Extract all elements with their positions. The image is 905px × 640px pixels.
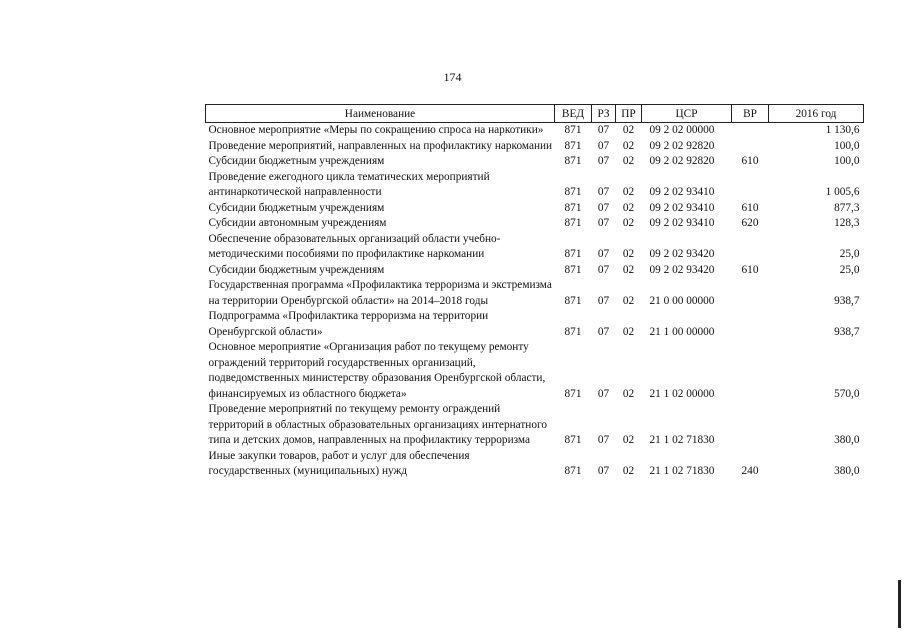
row-amount: 100,0 [834, 155, 860, 167]
row-ved: 871 [564, 155, 582, 167]
table-row [206, 216, 864, 232]
row-csr: 09 2 02 92820 [649, 155, 715, 167]
row-csr: 21 1 00 00000 [649, 325, 715, 338]
row-vr [732, 123, 769, 139]
row-ved: 871 [564, 139, 582, 152]
header-rz: РЗ [592, 105, 616, 123]
table-header-row [206, 105, 864, 123]
header-ved: ВЕД [555, 105, 592, 123]
row-rz: 07 [597, 139, 610, 152]
row-name: Основное мероприятие «Организация работ по текущему ремонту ограждений территорий государственных организаций, подведомственных министерству образования Оренбургской области, финансируемых из областного бюджета» [208, 341, 546, 400]
row-name: Подпрограмма «Профилактика терроризма на территории Оренбургской области» [208, 310, 489, 338]
row-pr: 02 [622, 263, 635, 276]
row-amount: 25,0 [839, 263, 860, 276]
table-row [206, 278, 864, 309]
row-amount: 128,3 [834, 217, 860, 229]
row-ved: 871 [564, 124, 582, 136]
row-amount: 938,7 [834, 294, 860, 307]
table-row [206, 402, 864, 449]
header-amount: 2016 год [769, 105, 864, 123]
row-ved: 871 [564, 263, 582, 276]
row-csr: 09 2 02 00000 [649, 124, 715, 136]
row-name: Субсидии бюджетным учреждениям [208, 201, 385, 214]
row-csr: 21 0 00 00000 [649, 294, 715, 307]
row-vr [732, 278, 769, 309]
row-csr: 09 2 02 93420 [649, 263, 715, 276]
row-name: Субсидии бюджетным учреждениям [208, 263, 385, 276]
row-vr [732, 170, 769, 201]
row-rz: 07 [597, 465, 610, 477]
page-number: 174 [443, 70, 462, 84]
row-ved: 871 [564, 387, 582, 400]
header-name: Наименование [206, 105, 555, 123]
row-pr: 02 [622, 201, 635, 214]
row-vr: 610 [741, 263, 759, 276]
row-ved: 871 [564, 201, 582, 214]
row-rz: 07 [597, 434, 610, 446]
budget-table [205, 104, 864, 480]
table-row [206, 232, 864, 263]
row-pr: 02 [622, 325, 635, 338]
table-row [206, 309, 864, 340]
row-name: Проведение мероприятий, направленных на профилактику наркомании [208, 139, 553, 152]
row-ved: 871 [564, 186, 582, 198]
row-pr: 02 [622, 124, 635, 136]
table-row [206, 340, 864, 402]
table-row [206, 139, 864, 155]
page-edge-mark [898, 580, 901, 628]
row-csr: 09 2 02 93410 [649, 186, 715, 198]
row-csr: 21 1 02 00000 [649, 387, 715, 400]
row-csr: 09 2 02 93410 [649, 217, 715, 229]
row-csr: 21 1 02 71830 [649, 465, 715, 477]
row-name: Проведение мероприятий по текущему ремонту ограждений территорий в областных образовательных организациях интернатного типа и детских домов, направленных на профилактику терроризма [208, 403, 547, 446]
header-vr: ВР [732, 105, 769, 123]
row-pr: 02 [622, 217, 635, 229]
table-row [206, 201, 864, 217]
row-pr: 02 [622, 139, 635, 152]
row-amount: 877,3 [834, 201, 860, 214]
table-row [206, 154, 864, 170]
row-csr: 09 2 02 93410 [649, 201, 715, 214]
row-amount: 100,0 [834, 139, 860, 152]
row-vr [732, 139, 769, 155]
row-csr: 09 2 02 92820 [649, 139, 715, 152]
row-amount: 380,0 [834, 434, 860, 446]
row-pr: 02 [622, 186, 635, 198]
row-vr: 620 [741, 217, 759, 229]
row-amount: 1 005,6 [825, 186, 860, 198]
row-amount: 25,0 [839, 248, 860, 260]
table-row [206, 449, 864, 480]
row-ved: 871 [564, 248, 582, 260]
row-pr: 02 [622, 248, 635, 260]
row-name: Проведение ежегодного цикла тематических мероприятий антинаркотической направленности [208, 170, 490, 198]
row-rz: 07 [597, 155, 610, 167]
row-name: Основное мероприятие «Меры по сокращению спроса на наркотики» [208, 124, 544, 136]
row-pr: 02 [622, 294, 635, 307]
row-name: Обеспечение образовательных организаций области учебно-методическими пособиями по профилактике наркомании [208, 232, 501, 260]
row-amount: 938,7 [834, 325, 860, 338]
table-row [206, 123, 864, 139]
row-rz: 07 [597, 186, 610, 198]
row-pr: 02 [622, 465, 635, 477]
header-csr: ЦСР [642, 105, 732, 123]
row-name: Субсидии бюджетным учреждениям [208, 155, 385, 167]
row-rz: 07 [597, 124, 610, 136]
row-rz: 07 [597, 325, 610, 338]
row-ved: 871 [564, 325, 582, 338]
table-row [206, 263, 864, 279]
row-vr [732, 309, 769, 340]
row-csr: 21 1 02 71830 [649, 434, 715, 446]
row-rz: 07 [597, 217, 610, 229]
row-pr: 02 [622, 434, 635, 446]
row-name: Иные закупки товаров, работ и услуг для обеспечения государственных (муниципальных) нужд [208, 449, 470, 477]
row-rz: 07 [597, 201, 610, 214]
row-csr: 09 2 02 93420 [649, 248, 715, 260]
row-ved: 871 [564, 434, 582, 446]
row-vr: 240 [741, 465, 759, 477]
row-ved: 871 [564, 465, 582, 477]
row-vr [732, 340, 769, 402]
row-rz: 07 [597, 248, 610, 260]
row-vr [732, 232, 769, 263]
row-vr: 610 [741, 155, 759, 167]
row-ved: 871 [564, 217, 582, 229]
row-amount: 380,0 [834, 465, 860, 477]
row-rz: 07 [597, 387, 610, 400]
row-pr: 02 [622, 155, 635, 167]
row-rz: 07 [597, 294, 610, 307]
table-row [206, 170, 864, 201]
row-ved: 871 [564, 294, 582, 307]
row-amount: 570,0 [834, 387, 860, 400]
row-name: Субсидии автономным учреждениям [208, 217, 387, 229]
header-pr: ПР [616, 105, 642, 123]
row-name: Государственная программа «Профилактика терроризма и экстремизма на территории Оренбургской области» на 2014–2018 годы [208, 279, 552, 307]
row-pr: 02 [622, 387, 635, 400]
row-rz: 07 [597, 263, 610, 276]
row-vr: 610 [741, 201, 759, 214]
row-amount: 1 130,6 [825, 124, 860, 136]
row-vr [732, 402, 769, 449]
